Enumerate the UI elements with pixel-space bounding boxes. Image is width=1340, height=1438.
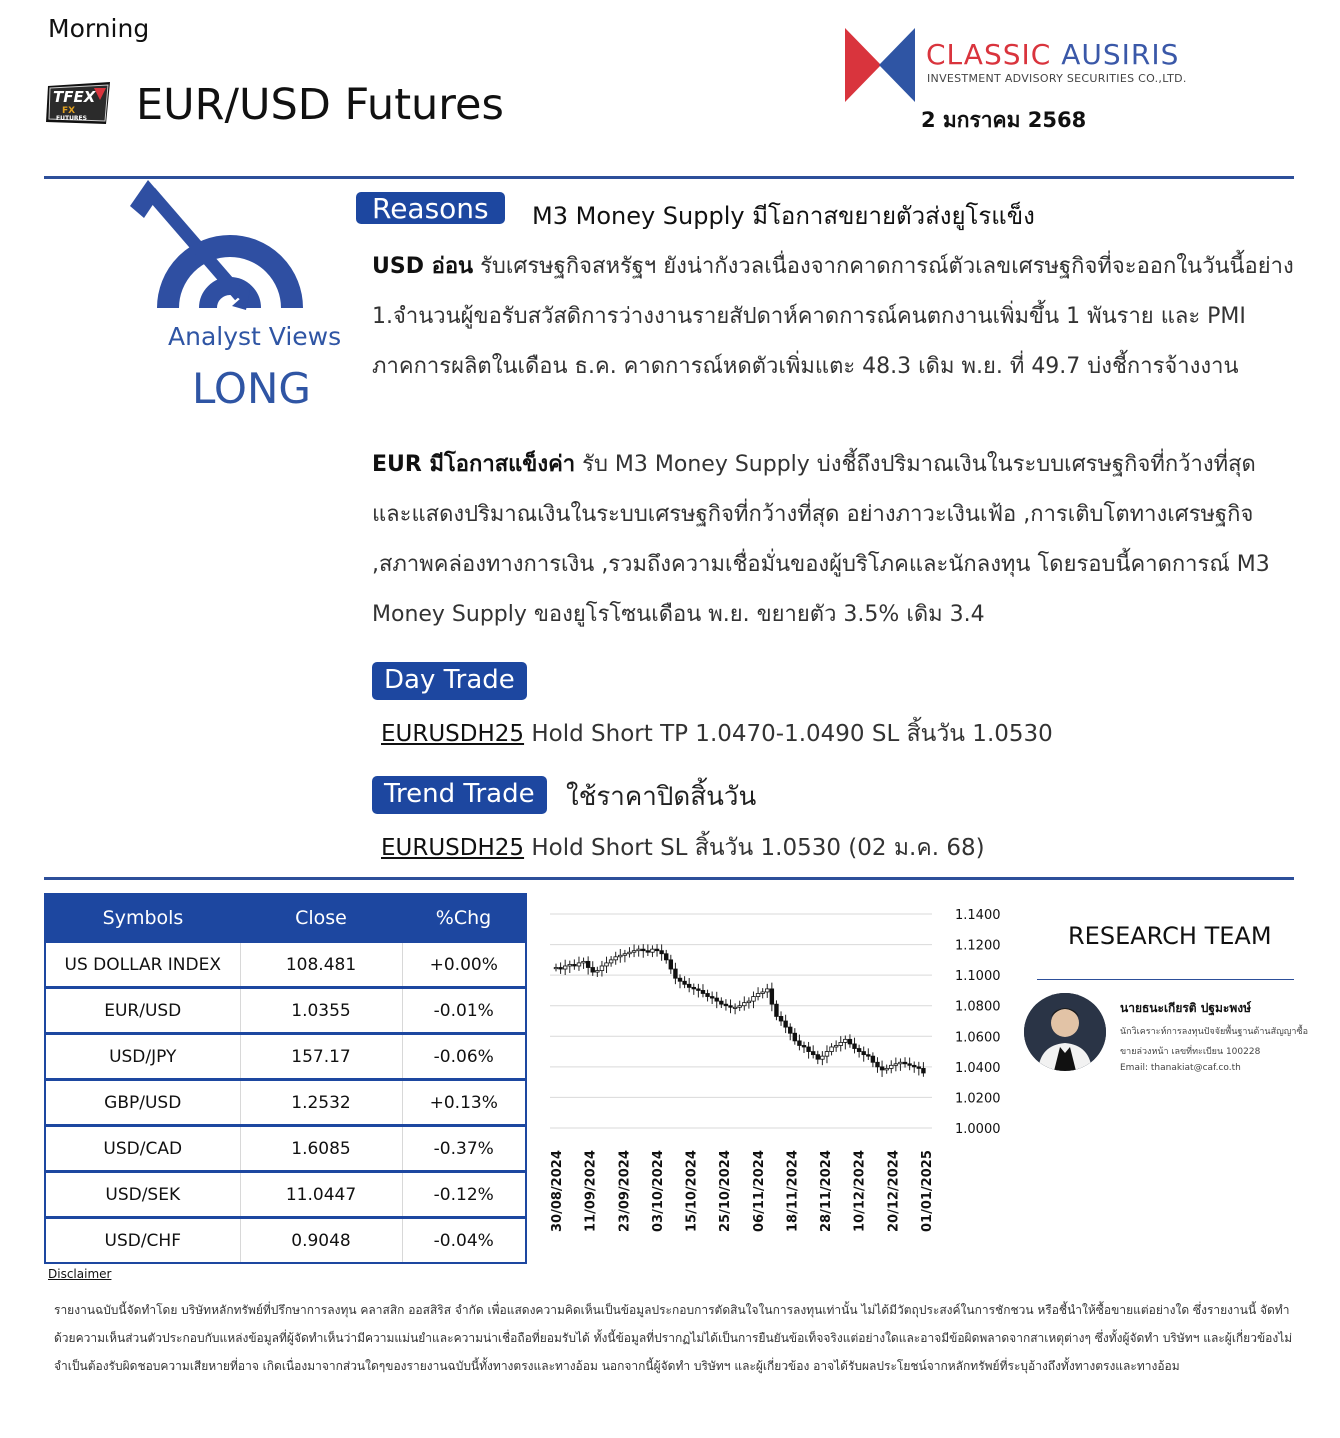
target-arrow-icon	[120, 178, 340, 328]
analyst-views-caption: Analyst Views	[168, 322, 342, 351]
symbol-cell: USD/CHF	[45, 1218, 240, 1264]
day-trade-tag: Day Trade	[372, 662, 527, 700]
classic-ausiris-logo	[845, 28, 915, 102]
position-label: LONG	[192, 364, 311, 413]
x-tick-label: 01/01/2025	[920, 1150, 935, 1232]
close-cell: 157.17	[240, 1034, 402, 1080]
candle-body	[605, 963, 609, 966]
candle-body	[568, 964, 572, 966]
candle-body	[637, 949, 641, 951]
candle-body	[889, 1065, 893, 1068]
close-cell: 1.0355	[240, 988, 402, 1034]
analyst-name: นายธนะเกียรติ ปฐมะพงษ์	[1120, 1001, 1252, 1015]
candle-body	[894, 1064, 898, 1066]
candle-body	[609, 960, 613, 963]
eurusd-price-chart	[540, 895, 1030, 1240]
candle-body	[784, 1021, 788, 1027]
candle-body	[862, 1052, 866, 1055]
x-tick-label: 25/10/2024	[718, 1150, 734, 1232]
candle-body	[839, 1042, 843, 1045]
candle-body	[765, 989, 769, 992]
candle-body	[779, 1016, 783, 1021]
table-row	[45, 1080, 526, 1126]
close-cell: 1.2532	[240, 1080, 402, 1126]
candle-body	[834, 1045, 838, 1047]
candle-body	[586, 961, 590, 967]
day-trade-symbol[interactable]: EURUSDH25	[381, 721, 525, 747]
candle-body	[821, 1056, 825, 1059]
candle-body	[632, 951, 636, 953]
day-trade-line	[381, 716, 1053, 752]
candle-body	[701, 990, 705, 993]
candle-body	[559, 968, 563, 970]
close-cell: 1.6085	[240, 1126, 402, 1172]
analyst-email[interactable]: Email: thanakiat@caf.co.th	[1120, 1063, 1241, 1073]
candle-body	[618, 955, 622, 957]
candle-body	[844, 1039, 848, 1042]
candle-body	[871, 1056, 875, 1062]
candle-body	[729, 1006, 733, 1008]
candle-body	[664, 954, 668, 960]
candle-body	[866, 1055, 870, 1057]
candle-body	[917, 1067, 921, 1069]
candle-body	[641, 949, 645, 951]
analyst-role: นักวิเคราะห์การลงทุนปัจจัยพื้นฐานด้านสัญญาซื้อขายล่วงหน้า เลขที่ทะเบียน 100228	[1120, 1027, 1308, 1057]
chg-cell: -0.04%	[402, 1218, 526, 1264]
disclaimer-title: Disclaimer	[48, 1267, 112, 1281]
chg-cell: -0.06%	[402, 1034, 526, 1080]
market-table-header	[45, 894, 526, 942]
candle-body	[678, 978, 682, 981]
candle-body	[912, 1065, 916, 1067]
candle-body	[577, 963, 581, 966]
candle-body	[876, 1062, 880, 1067]
candle-body	[880, 1067, 884, 1070]
candle-body	[761, 992, 765, 994]
y-tick-label: 1.0800	[955, 999, 1001, 1015]
candle-body	[825, 1052, 829, 1057]
symbol-cell: EUR/USD	[45, 988, 240, 1034]
x-tick-label: 11/09/2024	[583, 1150, 599, 1232]
candle-body	[623, 954, 627, 956]
candle-body	[853, 1044, 857, 1049]
candle-body	[885, 1068, 889, 1070]
trend-trade-line	[381, 830, 985, 866]
page-title: EUR/USD Futures	[136, 80, 504, 130]
candle-body	[628, 952, 632, 954]
candle-body	[733, 1007, 737, 1008]
eur-lead: EUR มีโอกาสแข็งค่า	[372, 452, 576, 477]
table-row	[45, 1126, 526, 1172]
reasons-tag: Reasons	[356, 192, 505, 224]
candle-body	[582, 961, 586, 963]
research-team-divider	[1037, 979, 1294, 980]
candle-body	[697, 989, 701, 991]
trend-trade-note: ใช้ราคาปิดสิ้นวัน	[566, 782, 757, 812]
candle-body	[807, 1047, 811, 1052]
candle-body	[903, 1062, 907, 1064]
disclaimer-text: รายงานฉบับนี้จัดทำโดย บริษัทหลักทรัพย์ที่ปรึกษาการลงทุน คลาสสิก ออสสิริส จำกัด เพื่อแสดงความคิดเห็นเป็นข้อมูลประกอบการตัดสินใจในการลงทุนเท่านั้น ไม่ได้มีวัตถุประสงค์ในการชักชวน หรือชี้นำให้ซื้อขายแต่อย่างใด ซึ่งรายงานนี้ จัดทำด้วยความเห็นส่วนตัวประกอบกับแหล่งข้อมูลที่ผู้จัดทำเห็นว่ามีความแม่นยำและความน่าเชื่อถือที่ยอมรับได้ ทั้งนี้ข้อมูลที่ปรากฏไม่ได้เป็นการยืนยันข้อเท็จจริงแต่อย่างใดและอาจมีข้อผิดพลาดจากสาเหตุต่างๆ ซึ่งทั้งผู้จัดทำ บริษัทฯ และผู้เกี่ยวข้องไม่จำเป็นต้องรับผิดชอบความเสียหายที่อาจ เกิดเนื่องมาจากส่วนใดๆของรายงานฉบับนี้ทั้งทางตรงและทางอ้อม นอกจากนี้ผู้จัดทำ บริษัทฯ และผู้เกี่ยวข้อง อาจได้รับผลประโยชน์จากหลักทรัพย์ที่ระบุอ้างถึงทั้งทางตรงและทางอ้อม	[54, 1303, 1293, 1373]
candle-body	[908, 1064, 912, 1066]
candle-body	[683, 981, 687, 984]
trend-trade-symbol[interactable]: EURUSDH25	[381, 835, 525, 861]
candle-body	[724, 1004, 728, 1006]
table-row	[45, 988, 526, 1034]
trend-trade-tag: Trend Trade	[372, 776, 547, 814]
candle-body	[655, 949, 659, 951]
candle-body	[710, 997, 714, 999]
chg-cell: -0.37%	[402, 1126, 526, 1172]
symbol-cell: USD/JPY	[45, 1034, 240, 1080]
chg-cell: -0.01%	[402, 988, 526, 1034]
reasons-headline: M3 Money Supply มีโอกาสขยายตัวส่งยูโรแข็ง	[532, 202, 1035, 230]
y-tick-label: 1.1000	[955, 969, 1001, 985]
x-tick-label: 30/08/2024	[550, 1150, 565, 1232]
symbol-cell: US DOLLAR INDEX	[45, 942, 240, 988]
y-tick-label: 1.0600	[955, 1030, 1001, 1046]
candle-body	[830, 1047, 834, 1052]
candle-body	[596, 971, 600, 973]
close-cell: 108.481	[240, 942, 402, 988]
col-chg: %Chg	[402, 894, 526, 942]
symbol-cell: GBP/USD	[45, 1080, 240, 1126]
y-tick-label: 1.1400	[955, 908, 1001, 923]
candle-body	[660, 951, 664, 954]
table-row	[45, 1218, 526, 1264]
y-tick-label: 1.0200	[955, 1091, 1001, 1107]
x-tick-label: 03/10/2024	[650, 1150, 666, 1232]
candle-body	[669, 960, 673, 969]
x-tick-label: 06/11/2024	[751, 1150, 767, 1232]
candle-body	[573, 964, 577, 966]
candle-body	[857, 1049, 861, 1052]
candle-body	[798, 1041, 802, 1046]
candle-body	[775, 1004, 779, 1016]
symbol-cell: USD/CAD	[45, 1126, 240, 1172]
x-tick-label: 18/11/2024	[785, 1150, 801, 1232]
candle-body	[692, 987, 696, 989]
candle-body	[747, 1001, 751, 1003]
svg-text:FUTURES: FUTURES	[56, 115, 87, 122]
chg-cell: +0.13%	[402, 1080, 526, 1126]
chg-cell: +0.00%	[402, 942, 526, 988]
x-tick-label: 10/12/2024	[852, 1150, 868, 1232]
candle-body	[848, 1039, 852, 1044]
usd-lead: USD อ่อน	[372, 254, 474, 279]
candle-body	[738, 1006, 742, 1008]
candle-body	[816, 1055, 820, 1060]
symbol-cell: USD/SEK	[45, 1172, 240, 1218]
candle-body	[674, 969, 678, 978]
brand-subtitle: INVESTMENT ADVISORY SECURITIES CO.,LTD.	[927, 72, 1187, 85]
candle-body	[554, 968, 558, 969]
candle-body	[715, 998, 719, 1001]
candle-body	[811, 1052, 815, 1055]
candle-body	[770, 989, 774, 1004]
candle-body	[651, 949, 655, 952]
usd-text: รับเศรษฐกิจสหรัฐฯ ยังน่ากังวลเนื่องจากคาดการณ์ตัวเลขเศรษฐกิจที่จะออกในวันนี้อย่าง 1.จำนวนผู้ขอรับสวัสดิการว่างงานรายสัปดาห์คาดการณ์คนตกงานเพิ่มขึ้น 1 พันราย และ PMI ภาคการผลิตในเดือน ธ.ค. คาดการณ์หดตัวเพิ่มแตะ 48.3 เดิม พ.ย. ที่ 49.7 บ่งชี้การจ้างงาน	[372, 254, 1294, 379]
candle-body	[793, 1033, 797, 1041]
brand-name: CLASSIC AUSIRIS	[926, 38, 1180, 71]
eur-paragraph	[372, 440, 1294, 640]
candle-body	[756, 993, 760, 996]
candle-body	[788, 1027, 792, 1033]
section-divider	[44, 877, 1294, 880]
report-session-label: Morning	[48, 14, 150, 43]
market-table	[44, 893, 527, 1264]
table-row	[45, 1034, 526, 1080]
candle-body	[752, 997, 756, 1002]
candle-body	[742, 1003, 746, 1006]
y-tick-label: 1.1200	[955, 938, 1001, 954]
close-cell: 11.0447	[240, 1172, 402, 1218]
candle-body	[706, 993, 710, 996]
report-date: 2 มกราคม 2568	[921, 108, 1087, 132]
trend-trade-text: Hold Short SL สิ้นวัน 1.0530 (02 ม.ค. 68)	[524, 835, 985, 861]
candle-body	[687, 984, 691, 987]
x-tick-label: 15/10/2024	[684, 1150, 700, 1232]
candle-body	[922, 1068, 926, 1073]
y-tick-label: 1.0400	[955, 1060, 1001, 1076]
x-tick-label: 28/11/2024	[819, 1150, 835, 1232]
svg-text:FX: FX	[62, 106, 76, 116]
tfex-fx-futures-logo	[44, 80, 114, 128]
candle-body	[720, 1001, 724, 1004]
table-row	[45, 1172, 526, 1218]
candle-body	[614, 957, 618, 960]
x-tick-label: 20/12/2024	[886, 1150, 902, 1232]
candle-body	[802, 1045, 806, 1047]
eur-text: รับ M3 Money Supply บ่งชี้ถึงปริมาณเงินในระบบเศรษฐกิจที่กว้างที่สุด และแสดงปริมาณเงินในระบบเศรษฐกิจที่กว้างที่สุด อย่างภาวะเงินเฟ้อ ,การเติบโตทางเศรษฐกิจ ,สภาพคล่องทางการเงิน ,รวมถึงความเชื่อมั่นของผู้บริโภคและนักลงทุน โดยรอบนี้คาดการณ์ M3 Money Supply ของยูโรโซนเดือน พ.ย. ขยายตัว 3.5% เดิม 3.4	[372, 452, 1270, 627]
usd-paragraph	[372, 242, 1294, 392]
y-tick-label: 1.0000	[955, 1122, 1001, 1137]
candle-body	[591, 968, 595, 973]
candle-body	[563, 966, 567, 969]
day-trade-text: Hold Short TP 1.0470-1.0490 SL สิ้นวัน 1.0530	[524, 721, 1053, 747]
research-team-title: RESEARCH TEAM	[1068, 922, 1272, 950]
table-row	[45, 942, 526, 988]
col-close: Close	[240, 894, 402, 942]
x-tick-label: 23/09/2024	[617, 1150, 633, 1232]
analyst-avatar	[1024, 993, 1106, 1071]
close-cell: 0.9048	[240, 1218, 402, 1264]
chg-cell: -0.12%	[402, 1172, 526, 1218]
candle-body	[899, 1062, 903, 1064]
candle-body	[600, 966, 604, 971]
col-symbols: Symbols	[45, 894, 240, 942]
candle-body	[646, 951, 650, 953]
svg-text:TFEX: TFEX	[53, 88, 96, 106]
